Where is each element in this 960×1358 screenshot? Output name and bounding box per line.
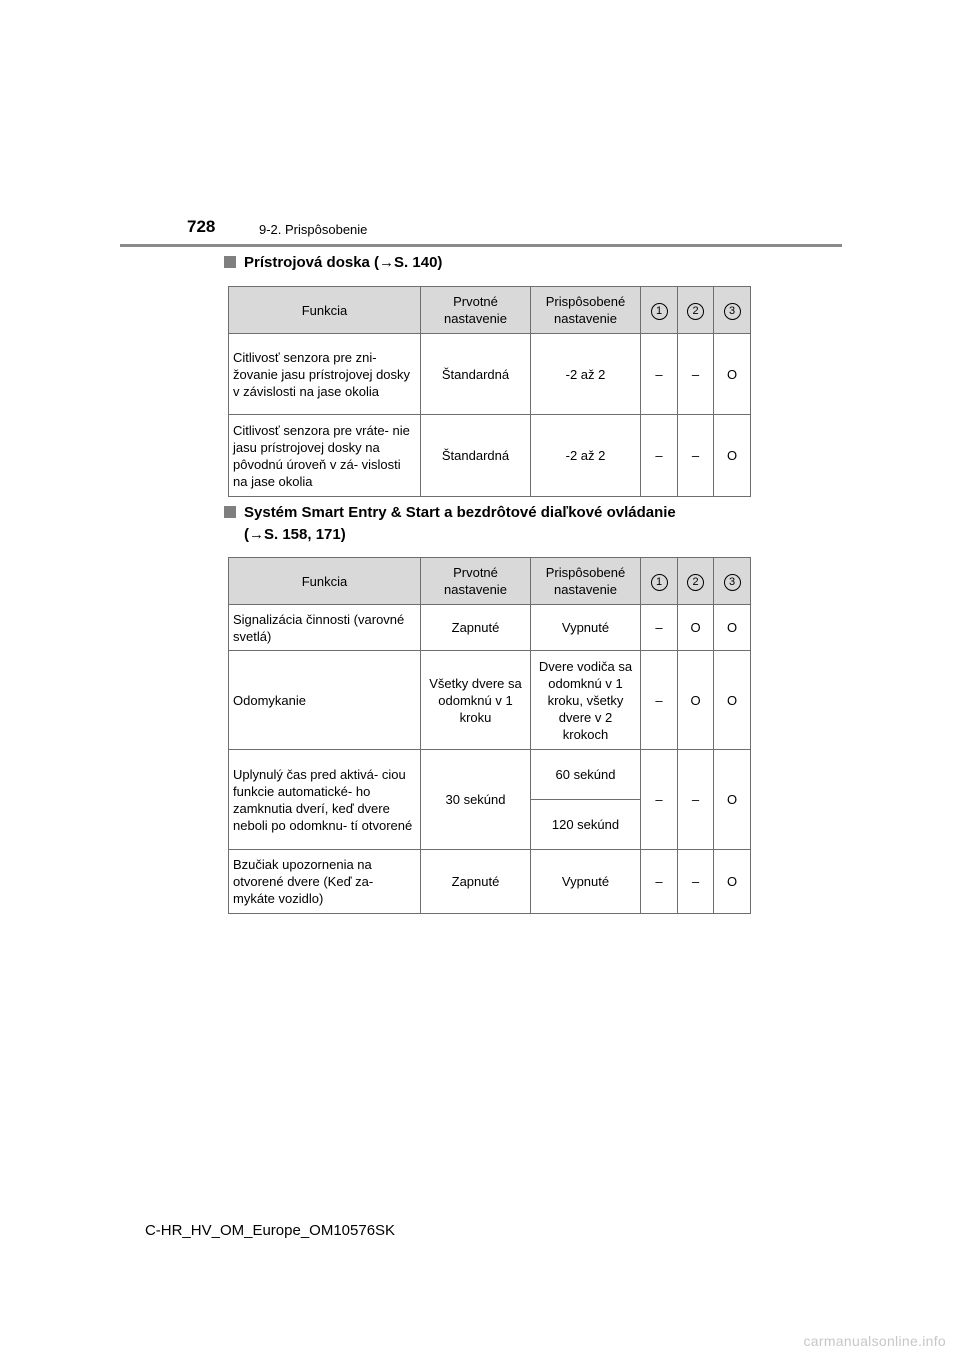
circled-2-icon: 2	[687, 574, 704, 591]
arrow-right-icon: →	[249, 526, 264, 543]
circled-3-icon: 3	[724, 303, 741, 320]
table-header-row	[229, 558, 751, 605]
table-row: Bzučiak upozornenia na otvorené dvere (Keď za- mykáte vozidlo) Zapnuté Vypnuté – – O	[229, 850, 751, 914]
circled-3-icon: 3	[724, 574, 741, 591]
heading-smart-entry: Systém Smart Entry & Start a bezdrôtové diaľkové ovládanie (→S. 158, 171)	[224, 502, 676, 546]
col-custom: Prispôsobené nastavenie	[531, 558, 641, 605]
arrow-right-icon: →	[379, 254, 395, 271]
page-number: 728	[187, 217, 216, 236]
col-initial: Prvotné nastavenie	[421, 287, 531, 334]
col-3	[714, 558, 751, 605]
document-id: C-HR_HV_OM_Europe_OM10576SK	[144, 1222, 396, 1239]
col-function: Funkcia	[229, 287, 421, 334]
table-row: 120 sekúnd	[229, 800, 751, 850]
square-bullet-icon	[224, 256, 236, 268]
col-2	[678, 287, 714, 334]
table-row: Signalizácia činnosti (varovné svetlá) Zapnuté Vypnuté – O O	[229, 605, 751, 651]
circled-1-icon: 1	[651, 574, 668, 591]
table-row: Citlivosť senzora pre zni- žovanie jasu prístrojovej dosky v závislosti na jase okolia Štandardná -2 až 2 – – O	[229, 334, 751, 415]
col-3	[714, 287, 751, 334]
col-function: Funkcia	[229, 558, 421, 605]
square-bullet-icon	[224, 506, 236, 518]
circled-1-icon: 1	[651, 303, 668, 320]
heading-instrument-panel: Prístrojová doska (→S. 140)	[224, 252, 442, 274]
table-row: Odomykanie Všetky dvere sa odomknú v 1 kroku Dvere vodiča sa odomknú v 1 kroku, všetky dvere v 2 krokoch – O O	[229, 651, 751, 750]
col-1	[641, 558, 678, 605]
section-label: 9-2. Prispôsobenie	[259, 222, 368, 237]
instrument-panel-table	[228, 286, 751, 497]
table-row: Citlivosť senzora pre vráte- nie jasu prístrojovej dosky na pôvodnú úroveň v zá- vislosti na jase okolia Štandardná -2 až 2 – – O	[229, 415, 751, 497]
header-rule	[120, 244, 842, 247]
col-1	[641, 287, 678, 334]
col-2	[678, 558, 714, 605]
col-custom: Prispôsobené nastavenie	[531, 287, 641, 334]
col-initial: Prvotné nastavenie	[421, 558, 531, 605]
table-row: Uplynulý čas pred aktivá- ciou funkcie automatické- ho zamknutia dverí, keď dvere neboli po odomknu- tí otvorené 30 sekúnd 60 sekúnd – – O	[229, 750, 751, 800]
smart-entry-table	[228, 557, 751, 914]
circled-2-icon: 2	[687, 303, 704, 320]
table-header-row	[229, 287, 751, 334]
watermark: carmanualsonline.info	[803, 1333, 946, 1349]
